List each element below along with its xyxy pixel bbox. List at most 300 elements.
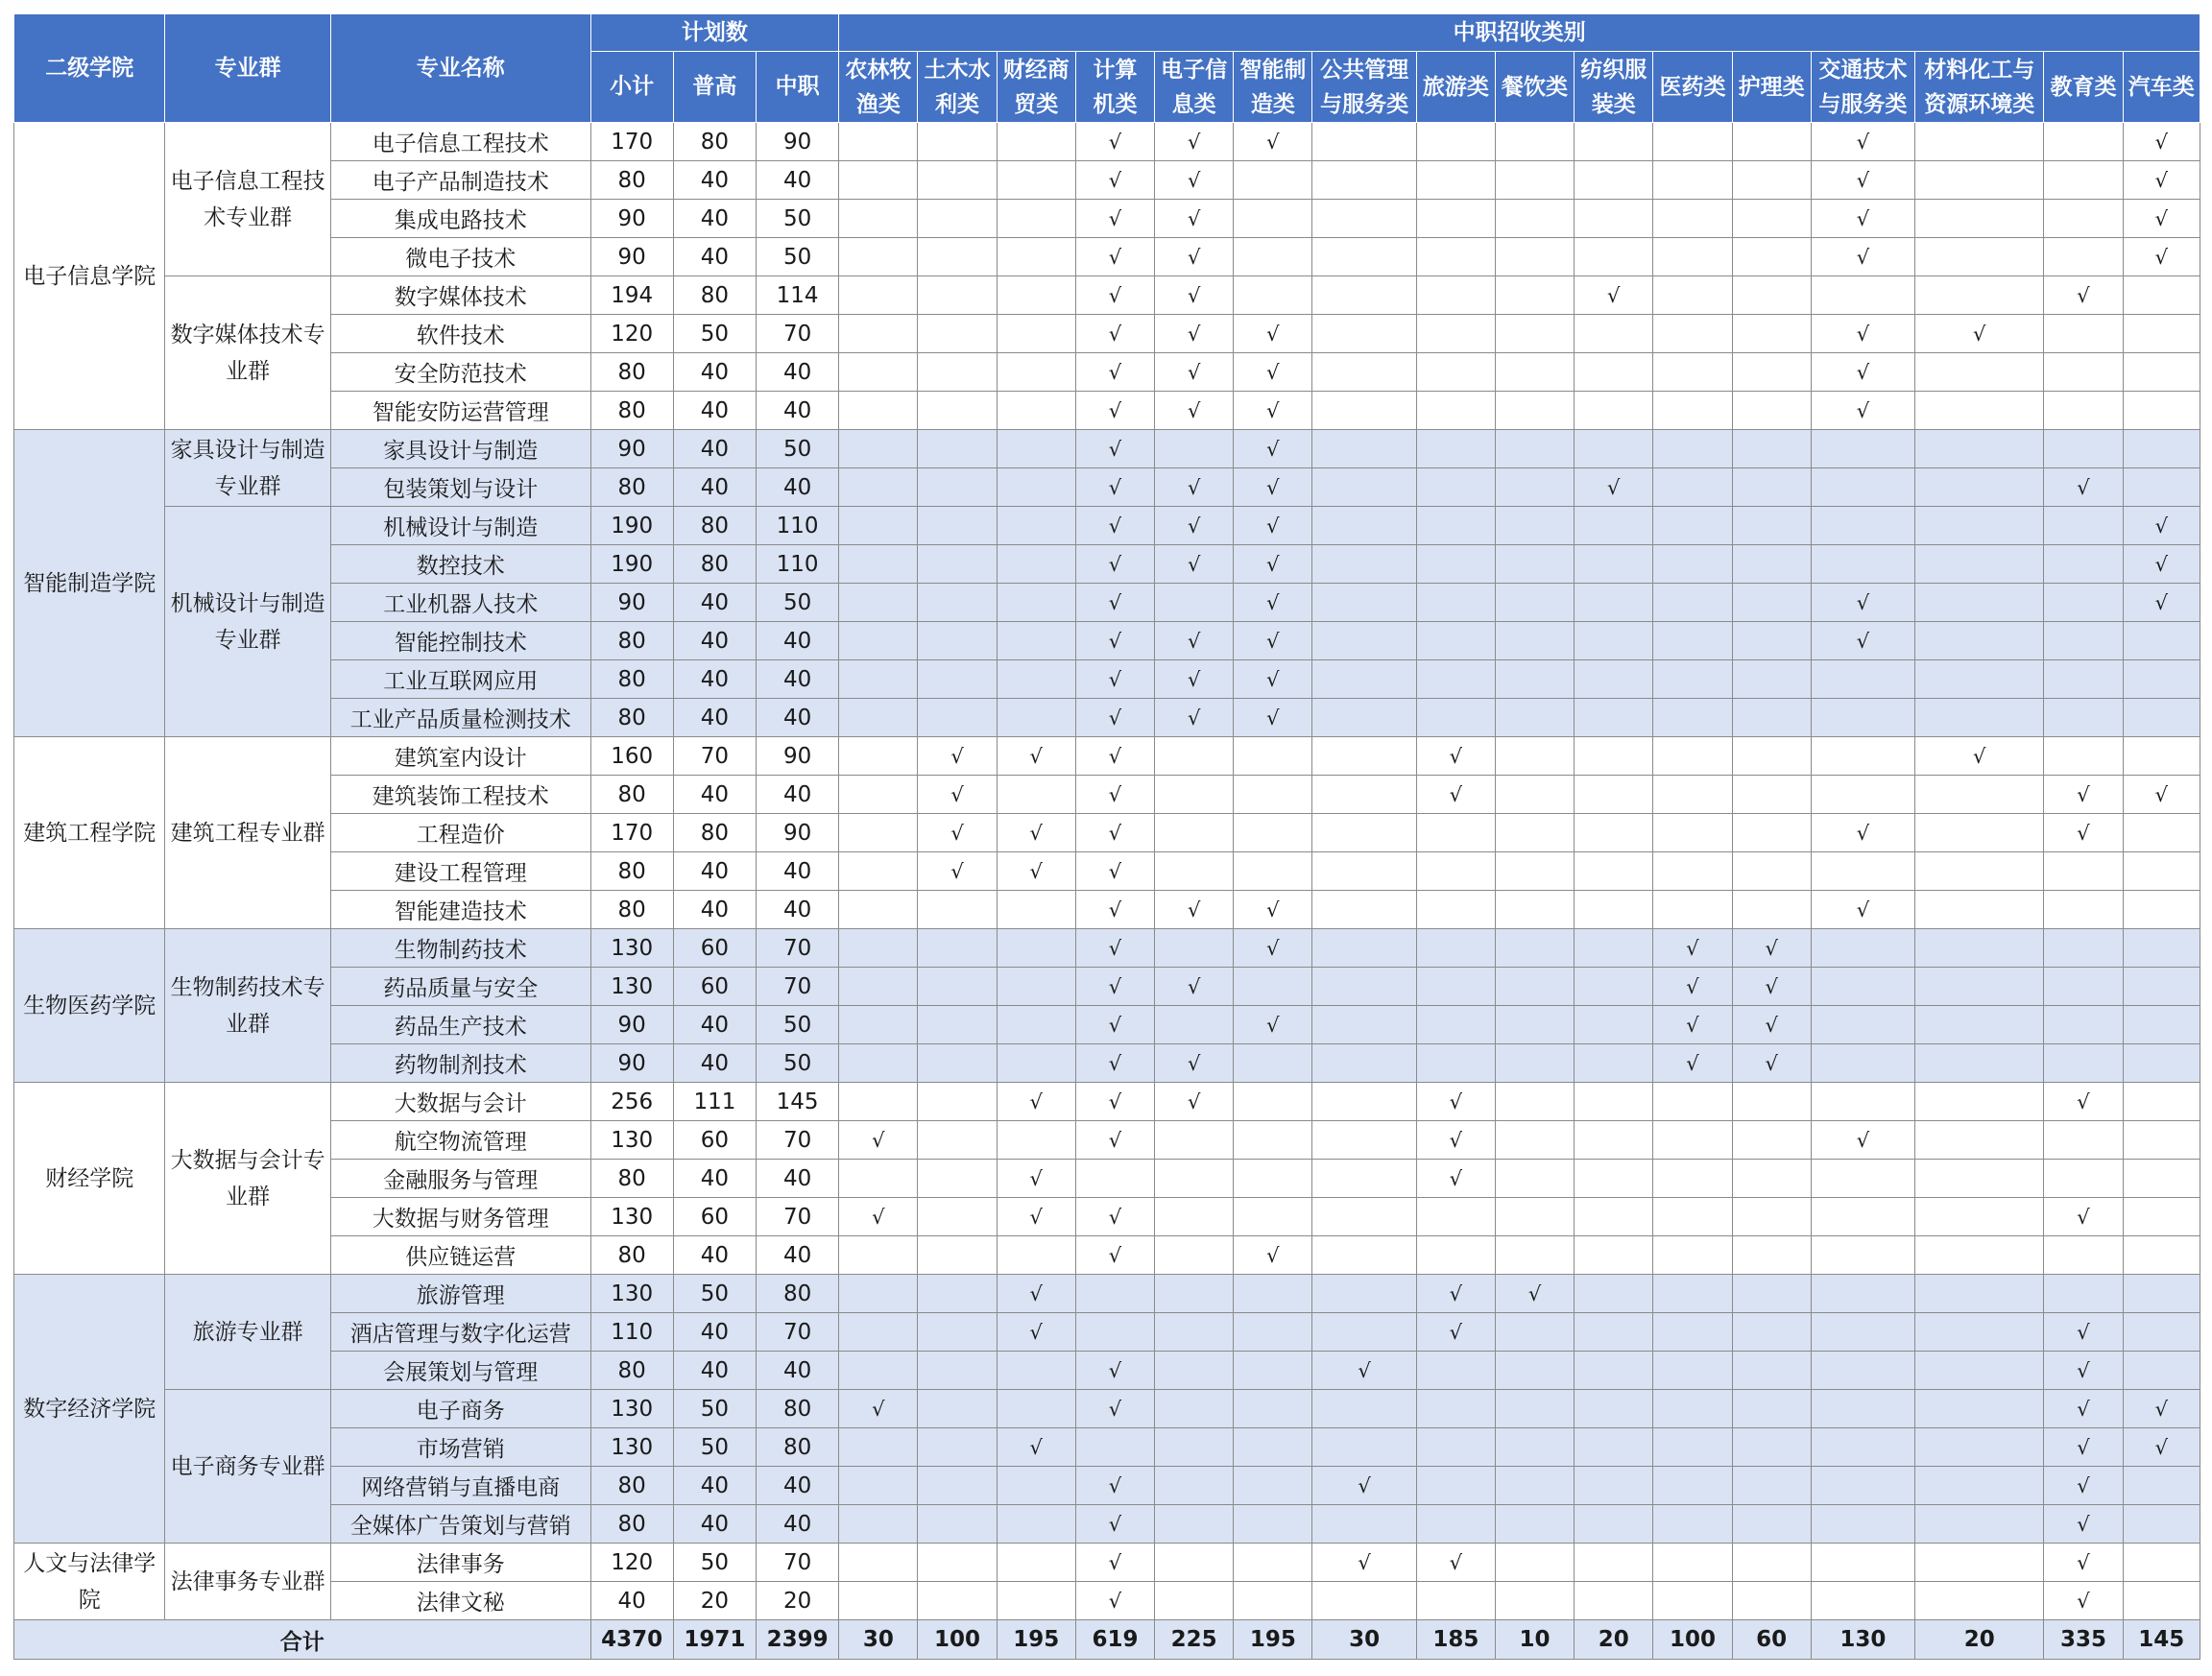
pugao-cell: 40 bbox=[673, 238, 756, 276]
category-check-cell: √ bbox=[2044, 1390, 2123, 1428]
header-category: 电子信 息类 bbox=[1155, 52, 1234, 123]
category-check-cell bbox=[1732, 1121, 1811, 1160]
category-check-cell bbox=[997, 315, 1075, 353]
pugao-cell: 40 bbox=[673, 1160, 756, 1198]
category-check-cell bbox=[1234, 200, 1312, 238]
category-check-cell bbox=[1811, 852, 1914, 891]
category-check-cell: √ bbox=[2123, 545, 2200, 584]
category-check-cell: √ bbox=[1075, 315, 1154, 353]
category-check-cell bbox=[918, 1006, 997, 1044]
college-cell: 数字经济学院 bbox=[14, 1275, 165, 1544]
zhongzhi-cell: 90 bbox=[757, 814, 839, 852]
category-check-cell bbox=[1653, 545, 1732, 584]
category-check-cell bbox=[997, 1467, 1075, 1505]
table-row bbox=[14, 852, 2200, 891]
category-check-cell bbox=[1312, 1160, 1416, 1198]
category-check-cell: √ bbox=[997, 814, 1075, 852]
category-check-cell: √ bbox=[1155, 123, 1234, 161]
table-row bbox=[14, 699, 2200, 737]
category-check-cell: √ bbox=[1075, 1198, 1154, 1236]
category-check-cell: √ bbox=[1155, 392, 1234, 430]
category-check-cell bbox=[1575, 1083, 1653, 1121]
zhongzhi-cell: 40 bbox=[757, 468, 839, 507]
category-check-cell bbox=[1915, 507, 2044, 545]
zhongzhi-cell: 40 bbox=[757, 776, 839, 814]
category-check-cell bbox=[997, 1390, 1075, 1428]
category-check-cell bbox=[1495, 1006, 1574, 1044]
category-check-cell bbox=[918, 468, 997, 507]
category-check-cell bbox=[918, 392, 997, 430]
category-check-cell bbox=[1653, 622, 1732, 660]
enrollment-plan-table bbox=[13, 13, 2200, 1660]
category-check-cell bbox=[839, 392, 918, 430]
category-check-cell bbox=[1416, 315, 1495, 353]
category-check-cell bbox=[2044, 737, 2123, 776]
total-cell: 90 bbox=[590, 238, 673, 276]
category-check-cell: √ bbox=[1155, 276, 1234, 315]
category-check-cell bbox=[1312, 891, 1416, 929]
category-check-cell bbox=[1653, 1582, 1732, 1620]
category-check-cell bbox=[1155, 1275, 1234, 1313]
category-check-cell bbox=[1155, 1121, 1234, 1160]
category-check-cell bbox=[1312, 392, 1416, 430]
category-check-cell bbox=[1416, 1006, 1495, 1044]
category-check-cell bbox=[1811, 1198, 1914, 1236]
category-check-cell bbox=[1312, 1236, 1416, 1275]
category-check-cell bbox=[1915, 968, 2044, 1006]
category-check-cell bbox=[1495, 238, 1574, 276]
table-row bbox=[14, 1505, 2200, 1544]
category-check-cell bbox=[2123, 468, 2200, 507]
category-check-cell bbox=[1915, 1275, 2044, 1313]
category-check-cell bbox=[1915, 1544, 2044, 1582]
category-check-cell bbox=[1575, 584, 1653, 622]
category-check-cell: √ bbox=[1075, 814, 1154, 852]
major-cell: 大数据与会计 bbox=[330, 1083, 590, 1121]
category-check-cell bbox=[839, 699, 918, 737]
category-check-cell bbox=[1575, 1121, 1653, 1160]
zhongzhi-cell: 40 bbox=[757, 699, 839, 737]
category-check-cell bbox=[839, 814, 918, 852]
category-check-cell bbox=[918, 200, 997, 238]
pugao-cell: 50 bbox=[673, 1544, 756, 1582]
pugao-cell: 40 bbox=[673, 1236, 756, 1275]
category-check-cell: √ bbox=[839, 1198, 918, 1236]
category-check-cell bbox=[1416, 123, 1495, 161]
pugao-cell: 40 bbox=[673, 1006, 756, 1044]
table-header bbox=[14, 14, 2200, 123]
category-check-cell bbox=[1732, 1275, 1811, 1313]
category-check-cell bbox=[1495, 123, 1574, 161]
category-check-cell bbox=[997, 1236, 1075, 1275]
category-check-cell bbox=[839, 584, 918, 622]
zhongzhi-cell: 70 bbox=[757, 929, 839, 968]
category-check-cell bbox=[839, 1275, 918, 1313]
category-check-cell bbox=[1915, 776, 2044, 814]
category-check-cell bbox=[839, 929, 918, 968]
category-check-cell bbox=[1575, 200, 1653, 238]
category-check-cell: √ bbox=[1234, 353, 1312, 392]
category-check-cell bbox=[1155, 1313, 1234, 1352]
category-check-cell bbox=[1575, 776, 1653, 814]
category-check-cell bbox=[1495, 660, 1574, 699]
category-check-cell bbox=[1915, 1352, 2044, 1390]
category-check-cell: √ bbox=[997, 1198, 1075, 1236]
category-check-cell bbox=[1811, 1582, 1914, 1620]
category-check-cell bbox=[1732, 699, 1811, 737]
pugao-cell: 80 bbox=[673, 507, 756, 545]
category-check-cell bbox=[1811, 776, 1914, 814]
header-category: 餐饮类 bbox=[1495, 52, 1574, 123]
total-cell: 80 bbox=[590, 1352, 673, 1390]
category-check-cell bbox=[1495, 1083, 1574, 1121]
category-check-cell bbox=[1495, 852, 1574, 891]
category-check-cell bbox=[1653, 1160, 1732, 1198]
category-check-cell bbox=[1312, 1390, 1416, 1428]
totals-value: 225 bbox=[1155, 1620, 1234, 1660]
category-check-cell bbox=[1575, 968, 1653, 1006]
category-check-cell bbox=[1732, 737, 1811, 776]
table-row bbox=[14, 776, 2200, 814]
zhongzhi-cell: 50 bbox=[757, 200, 839, 238]
category-check-cell bbox=[1653, 699, 1732, 737]
major-cell: 智能控制技术 bbox=[330, 622, 590, 660]
category-check-cell bbox=[1575, 699, 1653, 737]
category-check-cell bbox=[1915, 699, 2044, 737]
category-check-cell bbox=[1811, 1467, 1914, 1505]
table-row bbox=[14, 1352, 2200, 1390]
category-check-cell: √ bbox=[1075, 1505, 1154, 1544]
pugao-cell: 40 bbox=[673, 584, 756, 622]
category-check-cell bbox=[918, 1505, 997, 1544]
category-check-cell bbox=[1416, 468, 1495, 507]
category-check-cell bbox=[2123, 1236, 2200, 1275]
pugao-cell: 80 bbox=[673, 545, 756, 584]
category-check-cell: √ bbox=[1075, 1044, 1154, 1083]
category-check-cell bbox=[1811, 545, 1914, 584]
pugao-cell: 60 bbox=[673, 1198, 756, 1236]
category-check-cell bbox=[1155, 776, 1234, 814]
table-row bbox=[14, 584, 2200, 622]
category-check-cell bbox=[1732, 468, 1811, 507]
category-check-cell bbox=[839, 1467, 918, 1505]
major-cell: 药品生产技术 bbox=[330, 1006, 590, 1044]
category-check-cell bbox=[997, 699, 1075, 737]
zhongzhi-cell: 40 bbox=[757, 1467, 839, 1505]
category-check-cell bbox=[1234, 1160, 1312, 1198]
major-cell: 家具设计与制造 bbox=[330, 430, 590, 468]
category-check-cell bbox=[1416, 1505, 1495, 1544]
category-check-cell bbox=[1155, 1544, 1234, 1582]
category-check-cell: √ bbox=[1234, 929, 1312, 968]
total-cell: 90 bbox=[590, 200, 673, 238]
category-check-cell bbox=[1416, 507, 1495, 545]
category-check-cell bbox=[1495, 545, 1574, 584]
category-check-cell bbox=[918, 1544, 997, 1582]
category-check-cell bbox=[839, 1582, 918, 1620]
category-check-cell: √ bbox=[1811, 392, 1914, 430]
category-check-cell bbox=[1312, 1121, 1416, 1160]
category-check-cell bbox=[1915, 1083, 2044, 1121]
header-category: 医药类 bbox=[1653, 52, 1732, 123]
category-check-cell bbox=[1575, 1428, 1653, 1467]
pugao-cell: 40 bbox=[673, 161, 756, 200]
zhongzhi-cell: 40 bbox=[757, 392, 839, 430]
category-check-cell bbox=[1811, 1044, 1914, 1083]
category-check-cell bbox=[2044, 660, 2123, 699]
category-check-cell bbox=[839, 737, 918, 776]
category-check-cell bbox=[2044, 852, 2123, 891]
group-cell: 法律事务专业群 bbox=[165, 1544, 330, 1620]
category-check-cell bbox=[839, 507, 918, 545]
pugao-cell: 40 bbox=[673, 1044, 756, 1083]
category-check-cell: √ bbox=[918, 852, 997, 891]
category-check-cell: √ bbox=[1155, 891, 1234, 929]
category-check-cell bbox=[839, 1505, 918, 1544]
major-cell: 市场营销 bbox=[330, 1428, 590, 1467]
category-check-cell: √ bbox=[1732, 1044, 1811, 1083]
category-check-cell: √ bbox=[1234, 699, 1312, 737]
category-check-cell bbox=[918, 660, 997, 699]
totals-value: 195 bbox=[1234, 1620, 1312, 1660]
category-check-cell bbox=[1155, 1236, 1234, 1275]
category-check-cell bbox=[1732, 1198, 1811, 1236]
category-check-cell: √ bbox=[839, 1121, 918, 1160]
category-check-cell bbox=[2044, 392, 2123, 430]
major-cell: 工业产品质量检测技术 bbox=[330, 699, 590, 737]
pugao-cell: 60 bbox=[673, 968, 756, 1006]
category-check-cell bbox=[1416, 584, 1495, 622]
category-check-cell bbox=[2123, 1006, 2200, 1044]
category-check-cell bbox=[1075, 1275, 1154, 1313]
table-row bbox=[14, 392, 2200, 430]
college-cell: 电子信息学院 bbox=[14, 123, 165, 430]
category-check-cell: √ bbox=[1811, 123, 1914, 161]
category-check-cell: √ bbox=[2123, 1390, 2200, 1428]
category-check-cell bbox=[839, 1160, 918, 1198]
category-check-cell bbox=[1575, 123, 1653, 161]
major-cell: 软件技术 bbox=[330, 315, 590, 353]
category-check-cell: √ bbox=[1234, 315, 1312, 353]
category-check-cell: √ bbox=[1155, 1083, 1234, 1121]
category-check-cell bbox=[1234, 1275, 1312, 1313]
totals-value: 100 bbox=[1653, 1620, 1732, 1660]
category-check-cell bbox=[997, 430, 1075, 468]
major-cell: 会展策划与管理 bbox=[330, 1352, 590, 1390]
group-cell: 电子信息工程技术专业群 bbox=[165, 123, 330, 276]
category-check-cell bbox=[1234, 814, 1312, 852]
category-check-cell bbox=[839, 622, 918, 660]
category-check-cell bbox=[1915, 468, 2044, 507]
header-category: 纺织服 装类 bbox=[1575, 52, 1653, 123]
category-check-cell: √ bbox=[997, 737, 1075, 776]
category-check-cell bbox=[2123, 276, 2200, 315]
category-check-cell: √ bbox=[1155, 353, 1234, 392]
total-cell: 80 bbox=[590, 891, 673, 929]
category-check-cell bbox=[839, 353, 918, 392]
pugao-cell: 50 bbox=[673, 1275, 756, 1313]
category-check-cell bbox=[1732, 392, 1811, 430]
category-check-cell bbox=[2044, 123, 2123, 161]
totals-value: 145 bbox=[2123, 1620, 2200, 1660]
major-cell: 建筑装饰工程技术 bbox=[330, 776, 590, 814]
header-row-top bbox=[14, 14, 2200, 52]
group-cell: 家具设计与制造专业群 bbox=[165, 430, 330, 507]
zhongzhi-cell: 110 bbox=[757, 507, 839, 545]
header-category: 交通技术 与服务类 bbox=[1811, 52, 1914, 123]
category-check-cell bbox=[1732, 584, 1811, 622]
total-cell: 130 bbox=[590, 1428, 673, 1467]
zhongzhi-cell: 50 bbox=[757, 1044, 839, 1083]
category-check-cell: √ bbox=[1075, 622, 1154, 660]
category-check-cell bbox=[1575, 1544, 1653, 1582]
category-check-cell bbox=[1495, 699, 1574, 737]
category-check-cell bbox=[918, 1467, 997, 1505]
category-check-cell: √ bbox=[1811, 161, 1914, 200]
category-check-cell bbox=[997, 1352, 1075, 1390]
category-check-cell bbox=[1732, 852, 1811, 891]
category-check-cell: √ bbox=[1155, 200, 1234, 238]
major-cell: 药品质量与安全 bbox=[330, 968, 590, 1006]
category-check-cell: √ bbox=[1075, 161, 1154, 200]
zhongzhi-cell: 40 bbox=[757, 1352, 839, 1390]
category-check-cell bbox=[1075, 1428, 1154, 1467]
category-check-cell bbox=[1575, 545, 1653, 584]
total-cell: 256 bbox=[590, 1083, 673, 1121]
category-check-cell bbox=[1155, 1505, 1234, 1544]
category-check-cell bbox=[1915, 545, 2044, 584]
category-check-cell bbox=[2123, 1467, 2200, 1505]
category-check-cell bbox=[1312, 622, 1416, 660]
category-check-cell: √ bbox=[1915, 315, 2044, 353]
category-check-cell bbox=[1234, 1083, 1312, 1121]
category-check-cell bbox=[1653, 1352, 1732, 1390]
category-check-cell bbox=[1575, 1467, 1653, 1505]
category-check-cell bbox=[1234, 737, 1312, 776]
category-check-cell: √ bbox=[1811, 584, 1914, 622]
category-check-cell: √ bbox=[1732, 968, 1811, 1006]
pugao-cell: 50 bbox=[673, 1428, 756, 1467]
category-check-cell bbox=[839, 200, 918, 238]
category-check-cell bbox=[1575, 1006, 1653, 1044]
group-cell: 机械设计与制造专业群 bbox=[165, 507, 330, 737]
category-check-cell: √ bbox=[1416, 737, 1495, 776]
category-check-cell bbox=[1575, 891, 1653, 929]
category-check-cell bbox=[1234, 776, 1312, 814]
total-cell: 80 bbox=[590, 468, 673, 507]
category-check-cell: √ bbox=[2123, 123, 2200, 161]
total-cell: 170 bbox=[590, 123, 673, 161]
category-check-cell: √ bbox=[1075, 891, 1154, 929]
category-check-cell bbox=[839, 1544, 918, 1582]
category-check-cell: √ bbox=[1155, 622, 1234, 660]
category-check-cell bbox=[1312, 814, 1416, 852]
major-cell: 电子信息工程技术 bbox=[330, 123, 590, 161]
category-check-cell bbox=[1653, 1121, 1732, 1160]
category-check-cell: √ bbox=[1416, 776, 1495, 814]
table-row bbox=[14, 1428, 2200, 1467]
total-cell: 80 bbox=[590, 622, 673, 660]
category-check-cell bbox=[2123, 1505, 2200, 1544]
category-check-cell: √ bbox=[1811, 353, 1914, 392]
category-check-cell bbox=[2044, 1236, 2123, 1275]
category-check-cell: √ bbox=[2044, 1428, 2123, 1467]
category-check-cell bbox=[1312, 699, 1416, 737]
category-check-cell bbox=[918, 315, 997, 353]
major-cell: 工业互联网应用 bbox=[330, 660, 590, 699]
table-row bbox=[14, 1313, 2200, 1352]
header-category: 土木水 利类 bbox=[918, 52, 997, 123]
category-check-cell: √ bbox=[1075, 353, 1154, 392]
totals-value: 4370 bbox=[590, 1620, 673, 1660]
category-check-cell bbox=[2044, 430, 2123, 468]
category-check-cell: √ bbox=[997, 1275, 1075, 1313]
category-check-cell bbox=[1495, 1236, 1574, 1275]
category-check-cell bbox=[918, 968, 997, 1006]
group-cell: 大数据与会计专业群 bbox=[165, 1083, 330, 1275]
category-check-cell: √ bbox=[2044, 1505, 2123, 1544]
category-check-cell bbox=[1495, 1467, 1574, 1505]
category-check-cell: √ bbox=[1234, 584, 1312, 622]
total-cell: 110 bbox=[590, 1313, 673, 1352]
category-check-cell: √ bbox=[1811, 315, 1914, 353]
category-check-cell bbox=[1312, 315, 1416, 353]
category-check-cell bbox=[1495, 1044, 1574, 1083]
category-check-cell: √ bbox=[1653, 929, 1732, 968]
major-cell: 智能安防运营管理 bbox=[330, 392, 590, 430]
category-check-cell: √ bbox=[2044, 1313, 2123, 1352]
category-check-cell bbox=[1732, 1428, 1811, 1467]
category-check-cell bbox=[1234, 161, 1312, 200]
category-check-cell bbox=[1653, 814, 1732, 852]
category-check-cell bbox=[1495, 1352, 1574, 1390]
category-check-cell bbox=[1416, 814, 1495, 852]
table-row bbox=[14, 1467, 2200, 1505]
zhongzhi-cell: 70 bbox=[757, 1121, 839, 1160]
header-category: 财经商 贸类 bbox=[997, 52, 1075, 123]
category-check-cell: √ bbox=[1155, 315, 1234, 353]
category-check-cell bbox=[839, 852, 918, 891]
category-check-cell: √ bbox=[1155, 545, 1234, 584]
major-cell: 酒店管理与数字化运营 bbox=[330, 1313, 590, 1352]
category-check-cell bbox=[918, 353, 997, 392]
category-check-cell bbox=[2123, 737, 2200, 776]
category-check-cell bbox=[997, 161, 1075, 200]
category-check-cell bbox=[1234, 1121, 1312, 1160]
totals-value: 619 bbox=[1075, 1620, 1154, 1660]
category-check-cell bbox=[1575, 315, 1653, 353]
totals-label: 合计 bbox=[14, 1620, 591, 1660]
pugao-cell: 40 bbox=[673, 1505, 756, 1544]
category-check-cell bbox=[2123, 430, 2200, 468]
category-check-cell bbox=[918, 1044, 997, 1083]
total-cell: 80 bbox=[590, 699, 673, 737]
category-check-cell: √ bbox=[1416, 1160, 1495, 1198]
major-cell: 药物制剂技术 bbox=[330, 1044, 590, 1083]
category-check-cell bbox=[1811, 1160, 1914, 1198]
category-check-cell bbox=[918, 584, 997, 622]
category-check-cell bbox=[1811, 929, 1914, 968]
category-check-cell bbox=[1234, 1313, 1312, 1352]
category-check-cell: √ bbox=[1811, 891, 1914, 929]
category-check-cell bbox=[2123, 1198, 2200, 1236]
category-check-cell bbox=[839, 660, 918, 699]
category-check-cell bbox=[1732, 315, 1811, 353]
pugao-cell: 80 bbox=[673, 814, 756, 852]
category-check-cell bbox=[1915, 1044, 2044, 1083]
category-check-cell bbox=[2123, 1044, 2200, 1083]
category-check-cell bbox=[1915, 1006, 2044, 1044]
